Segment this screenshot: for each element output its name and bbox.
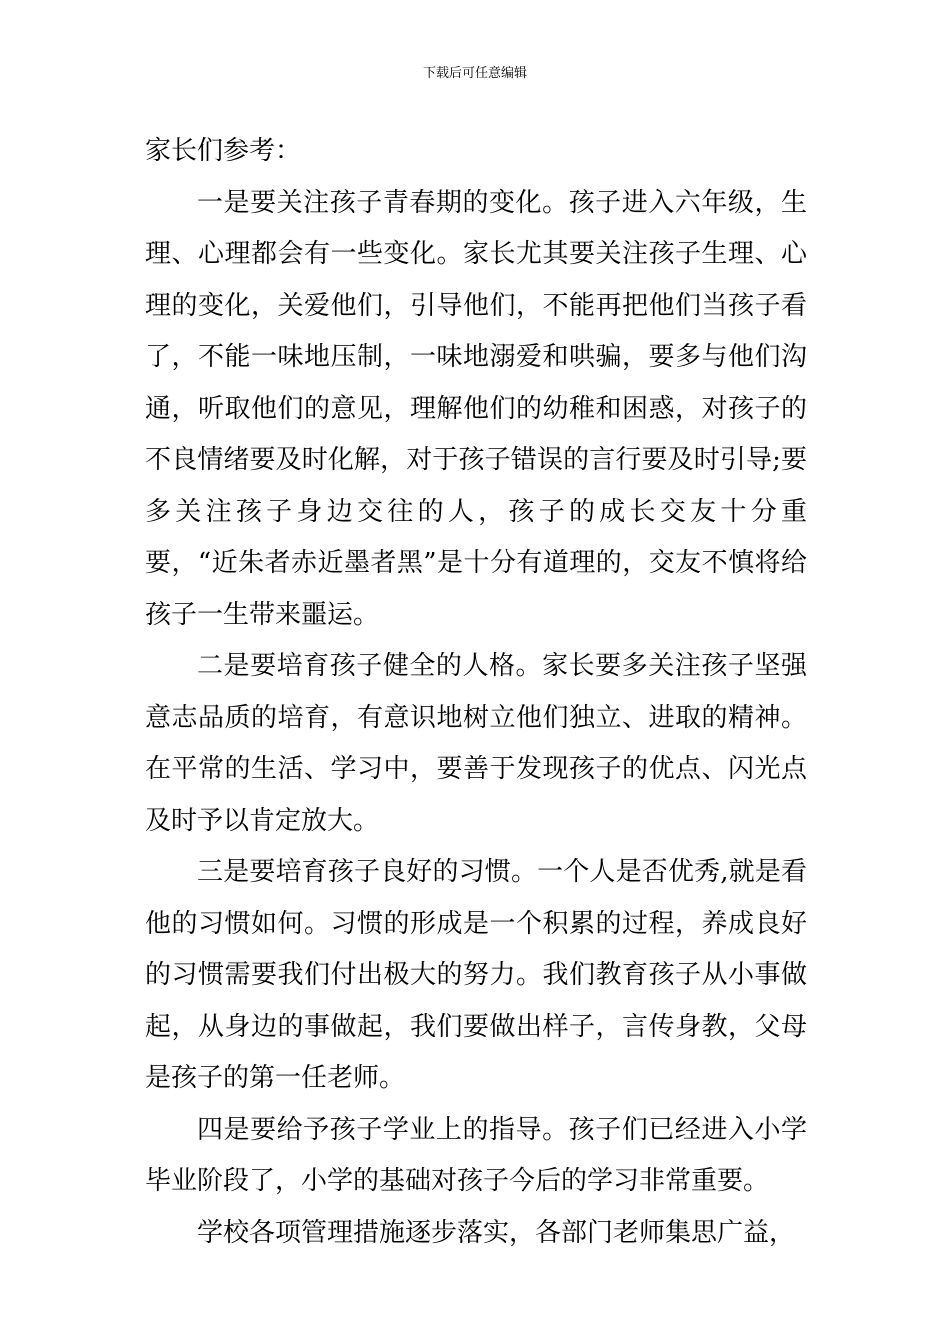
paragraph-point-two: 二是要培育孩子健全的人格。家长要多关注孩子坚强意志品质的培育，有意识地树立他们独立、进取的精神。在平常的生活、学习中，要善于发现孩子的优点、闪光点及时予以肯定放大。 [145,651,807,836]
paragraph-intro: 家长们参考： [145,136,302,166]
paragraph-point-three: 三是要培育孩子良好的习惯。一个人是否优秀,就是看他的习惯如何。习惯的形成是一个积累的过程，养成良好的习惯需要我们付出极大的努力。我们教育孩子从小事做起，从身边的事做起，我们要做出样子，言传身教，父母是孩子的第一任老师。 [145,857,807,1093]
paragraph-point-one: 一是要关注孩子青春期的变化。孩子进入六年级，生理、心理都会有一些变化。家长尤其要关注孩子生理、心理的变化，关爱他们，引导他们，不能再把他们当孩子看了，不能一味地压制，一味地溺爱和哄骗，要多与他们沟通，听取他们的意见，理解他们的幼稚和困惑，对孩子的不良情绪要及时化解，对于孩子错误的言行要及时引导;要多关注孩子身边交往的人，孩子的成长交友十分重要，“近朱者赤近墨者黑”是十分有道理的，交友不慎将给孩子一生带来噩运。 [145,187,807,630]
document-body [145,126,807,1259]
paragraph-point-four: 四是要给予孩子学业上的指导。孩子们已经进入小学毕业阶段了，小学的基础对孩子今后的学习非常重要。 [145,1114,807,1196]
page-header: 下载后可任意编辑 [422,66,527,81]
paragraph-school-measures: 学校各项管理措施逐步落实，各部门老师集思广益， [197,1217,796,1248]
